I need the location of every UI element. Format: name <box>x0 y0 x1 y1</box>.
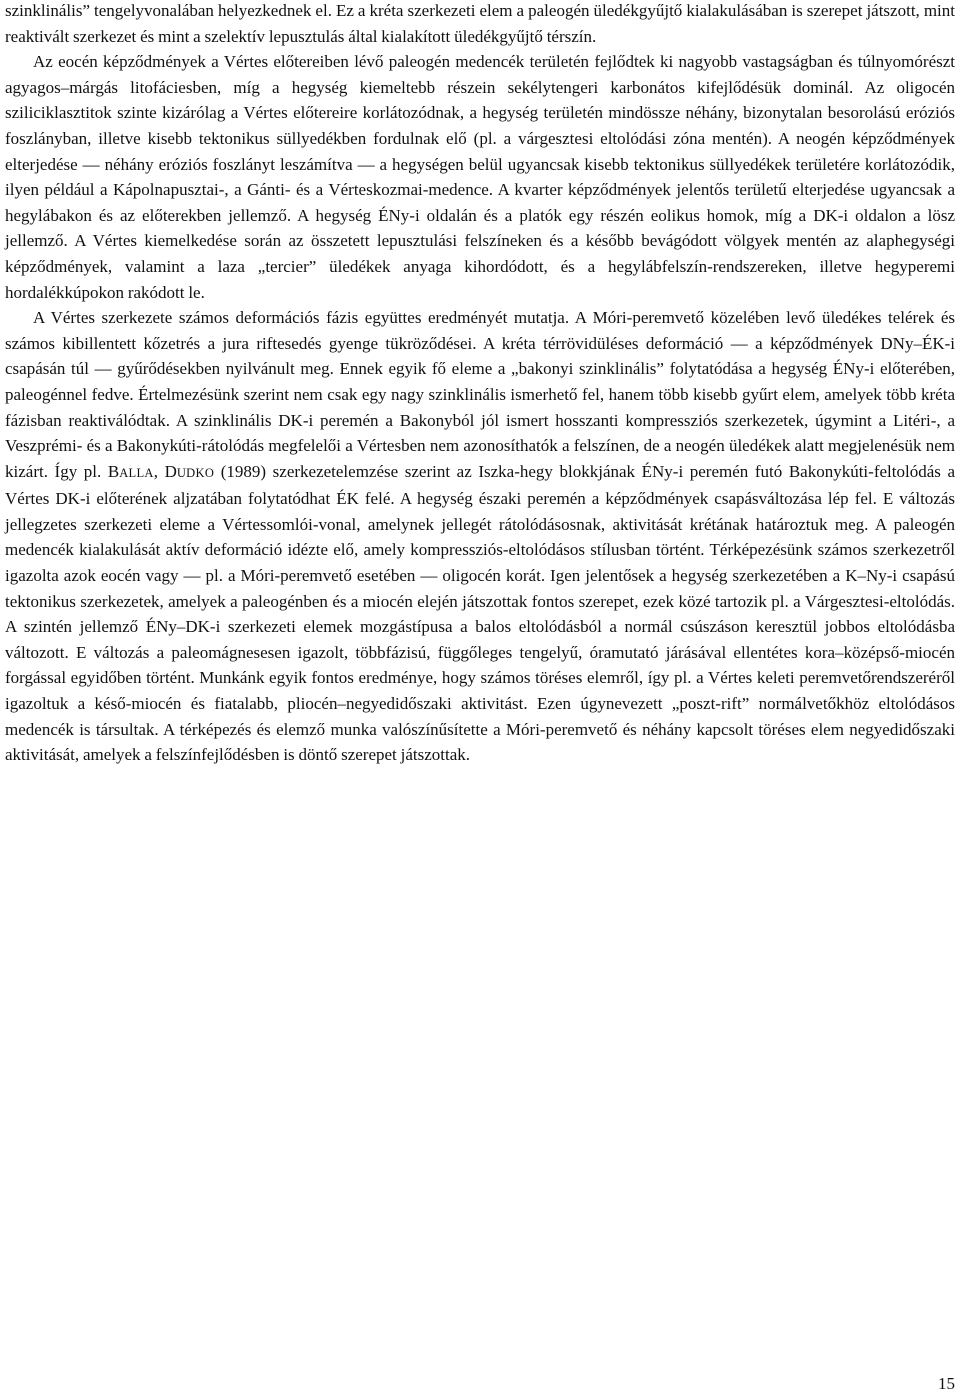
paragraph-continuation: szinklinális” tengelyvonalában helyezkednek el. Ez a kréta szerkezeti elem a paleogén üledékgyűjtő kialakulásában is szerepet játszott, mint reaktivált szerkezet és mint a szelektív lepusztulás által kialakított üledékgyűjtő térszín. <box>5 1 955 46</box>
paragraph-formations: Az eocén képződmények a Vértes előtereiben lévő paleogén medencék területén fejlődtek ki nagyobb vastagságban és túlnyomórészt agyagos–márgás litofáciesben, míg a hegység kiemeltebb részein sekélytengeri karbonátos kifejlődésük dominál. Az oligocén sziliciklasztitok szinte kizárólag a Vértes előtereire korlátozódnak, a hegység területén mindössze néhány, bizonytalan besorolású eróziós foszlányban, illetve kisebb tektonikus süllyedékben fordulnak elő (pl. a várgesztesi eltolódási zóna mentén). A neogén képződmények elterjedése — néhány eróziós foszlányt leszámítva — a hegységen belül ugyancsak kisebb tektonikus süllyedékek területére korlátozódik, ilyen például a Kápolnapusztai-, a Gánti- és a Vérteskozmai-medence. A kvarter képződmények jelentős területű elterjedése ugyancsak a hegylábakon és az előterekben jellemző. A hegység ÉNy-i oldalán és a platók egy részén eolikus homok, míg a DK-i oldalon a lösz jellemző. A Vértes kiemelkedése során az összetett lepusztulási felszíneken és a később bevágódott völgyek mentén az alaphegységi képződmények, valamint a laza „tercier” üledékek anyaga kihordódott, és a hegylábfelszín-rendszereken, illetve hegyperemi hordalékkúpokon rakódott le. <box>5 52 955 302</box>
paragraph-structure-text-end: (1989) szerkezetelemzése szerint az Iszka-hegy blokkjának ÉNy-i peremén futó Bakonykúti-feltolódás a Vértes DK-i előterének aljzatában folytatódhat ÉK felé. A hegység északi peremén a képződmények csapásváltozása lép fel. E változás jellegzetes szerkezeti eleme a Vértessomlói-vonal, amelynek jellegét rátolódásosnak, aktivitását krétának határoztuk meg. A paleogén medencék kialakulását aktív deformáció idézte elő, amely kompressziós-eltolódásos stílusban történt. Térképezésünk számos szerkezetről igazolta azok eocén vagy — pl. a Móri-peremvető esetében — oligocén korát. Igen jelentősek a hegység szerkezetében a K–Ny-i csapású tektonikus szerkezetek, amelyek a paleogénben és a miocén elején játszottak fontos szerepet, ezek közé tartozik pl. a Várgesztesi-eltolódás. A szintén jellemző ÉNy–DK-i szerkezeti elemek mozgástípusa a balos eltolódásból a normál csúszáson keresztül jobbos eltolódásba változott. E változás a paleomágnesesen igazolt, többfázisú, függőleges tengelyű, óramutató járásával ellentétes kora–középső-miocén forgással egyidőben történt. Munkánk egyik fontos eredménye, hogy számos töréses elemről, így pl. a Vértes keleti peremvetőrendszeréről igazoltuk a késő-miocén és fiatalabb, pliocén–negyedidőszaki aktivitást. Ezen úgynevezett „poszt-rift” normálvetőkhöz eltolódásos medencék is társultak. A térképezés és elemző munka valószínűsítette a Móri-peremvető és néhány kapcsolt töréses elem negyedidőszaki aktivitását, amelyek a felszínfejlődésben is döntő szerepet játszottak. <box>5 461 955 765</box>
author-dudko-initial: D <box>164 461 177 481</box>
author-dudko-rest: UDKO <box>176 465 215 480</box>
paragraph-structure-text-start: A Vértes szerkezete számos deformációs fázis együttes eredményét mutatja. A Móri-peremvető közelében levő üledékes telérek és számos kibillentett kőzetrés a jura riftesedés gyenge tükröződései. A kréta térrövidüléses deformáció — a képződmények DNy–ÉK-i csapásán túl — gyűrődésekben nyilvánult meg. Ennek egyik fő eleme a „bakonyi szinklinális” folytatódása a hegység ÉNy-i előterében, paleogénnel fedve. Értelmezésünk szerint nem csak egy nagy szinklinális ismerhető fel, hanem több kisebb gyűrt elem, amelyek több kréta fázisban reaktiválódtak. A szinklinális DK-i peremén a Bakonyból jól ismert hosszanti kompressziós szerkezetek, úgymint a Litéri-, a Veszprémi- és a Bakonykúti-rátolódás megfelelői a Vértesben nem azonosíthatók a felszínen, de a neogén üledékek alatt megjelenésük nem kizárt. Így pl. <box>5 308 955 481</box>
author-separator: , <box>153 461 165 481</box>
document-body <box>5 0 955 768</box>
author-citation-balla <box>108 462 154 481</box>
author-balla-initial: B <box>107 461 120 481</box>
author-citation-dudko <box>165 462 215 481</box>
paragraph-structure <box>5 305 955 768</box>
page-number: 15 <box>938 1374 955 1393</box>
author-balla-rest: ALLA <box>119 465 154 480</box>
